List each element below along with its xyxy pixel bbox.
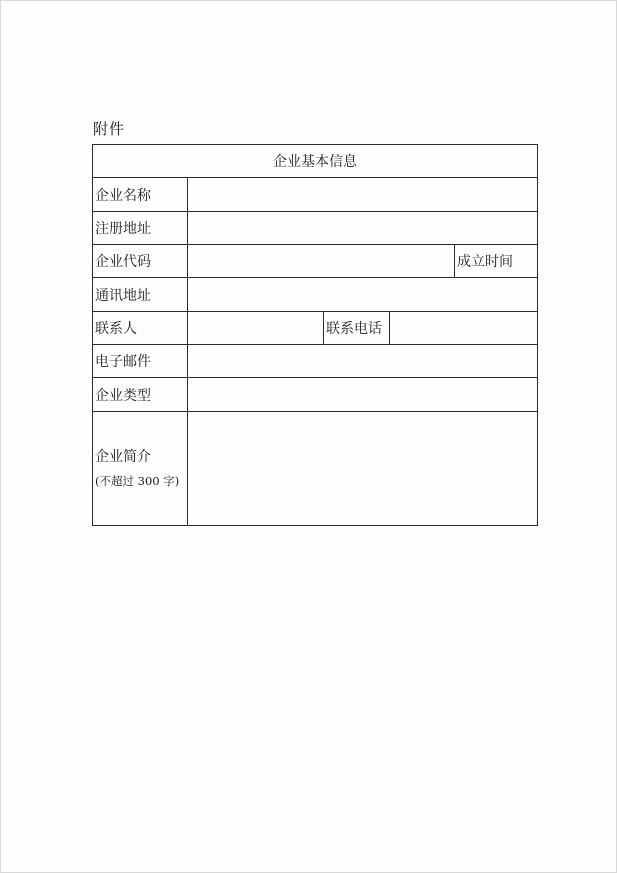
company-profile-note: (不超过 300 字) — [95, 474, 180, 489]
company-code-field-extension[interactable] — [390, 245, 455, 278]
email-row — [93, 345, 538, 378]
company-type-field[interactable] — [188, 378, 538, 411]
company-name-label: 企业名称 — [93, 178, 188, 211]
mailing-address-row — [93, 278, 538, 311]
established-date-label: 成立时间 — [455, 245, 538, 278]
mailing-address-field[interactable] — [188, 278, 538, 311]
company-name-row — [93, 178, 538, 211]
contact-phone-label: 联系电话 — [324, 311, 390, 344]
registered-address-label: 注册地址 — [93, 211, 188, 244]
contact-row — [93, 311, 538, 344]
form-title-row — [93, 145, 538, 178]
form-title: 企业基本信息 — [93, 145, 538, 178]
company-code-row — [93, 245, 538, 278]
mailing-address-label: 通讯地址 — [93, 278, 188, 311]
email-field[interactable] — [188, 345, 538, 378]
contact-person-label: 联系人 — [93, 311, 188, 344]
company-type-row — [93, 378, 538, 411]
registered-address-row — [93, 211, 538, 244]
contact-phone-field[interactable] — [390, 311, 538, 344]
company-profile-label-cell — [93, 411, 188, 525]
company-profile-label: 企业简介 — [95, 449, 151, 466]
attachment-label: 附件 — [93, 120, 126, 138]
contact-person-field[interactable] — [188, 311, 324, 344]
company-profile-row — [93, 411, 538, 525]
company-code-label: 企业代码 — [93, 245, 188, 278]
email-label: 电子邮件 — [93, 345, 188, 378]
company-info-form — [92, 144, 537, 526]
company-profile-field[interactable] — [188, 411, 538, 525]
company-code-field[interactable] — [188, 245, 390, 278]
company-name-field[interactable] — [188, 178, 538, 211]
company-type-label: 企业类型 — [93, 378, 188, 411]
company-info-table — [92, 144, 538, 526]
registered-address-field[interactable] — [188, 211, 538, 244]
